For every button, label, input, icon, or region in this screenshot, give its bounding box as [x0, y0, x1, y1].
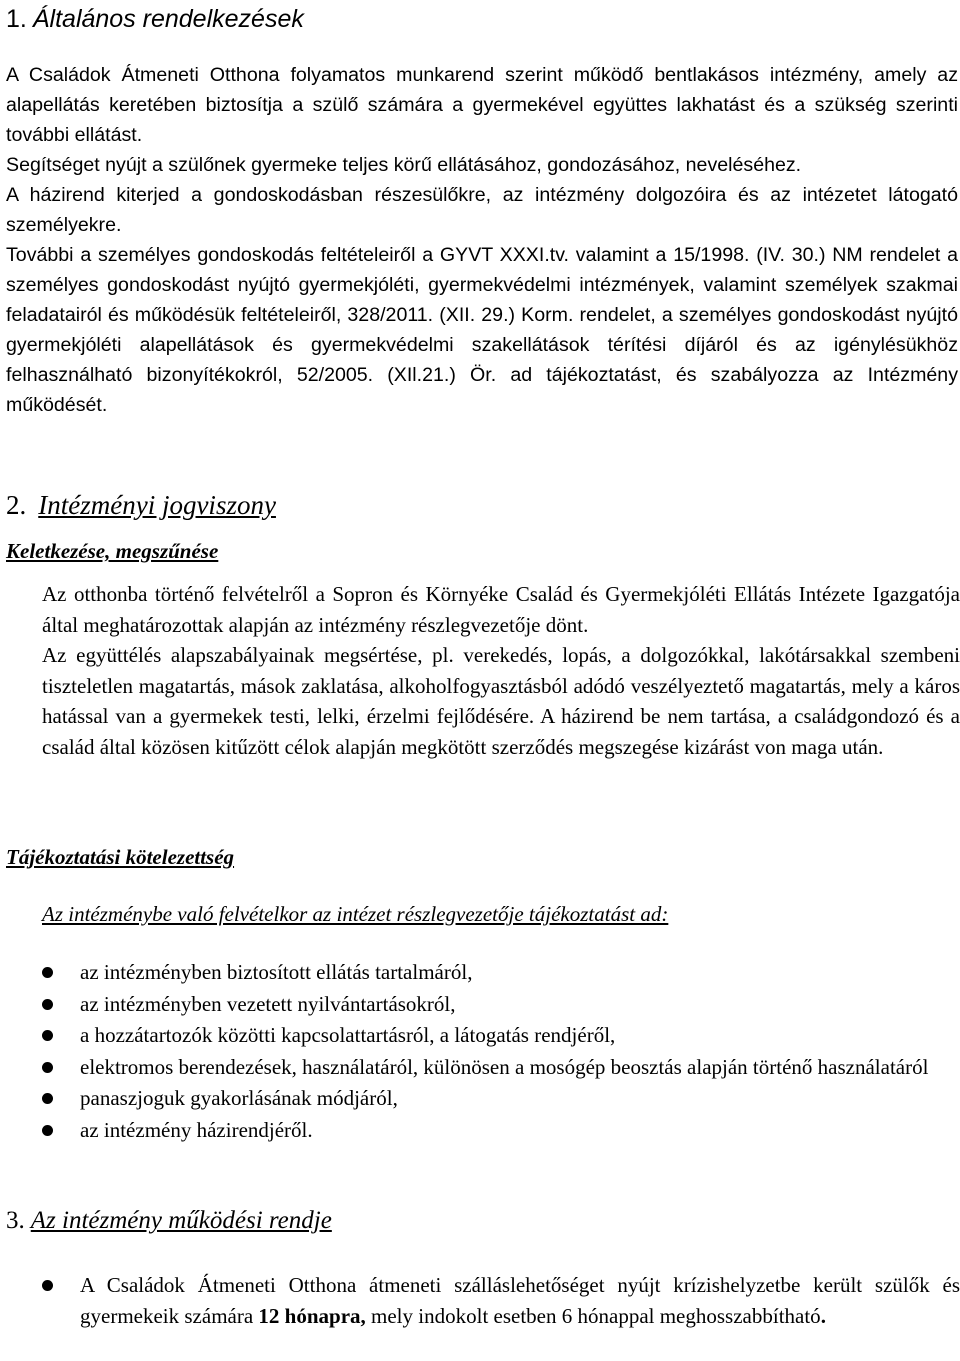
section-2-paragraph: Az otthonba történő felvételről a Sopron és Környéke Család és Gyermekjóléti Ellátás Intézete Igazgatója által meghatározottak alapján az intézmény részlegvezetője dönt.	[42, 582, 960, 637]
list-item-text: elektromos berendezések, használatáról, különösen a mosógép beosztás alapján történő használatáról	[80, 1054, 929, 1079]
section-2-title: Intézményi jogviszony	[38, 490, 276, 520]
list-item	[42, 1020, 960, 1052]
section-1-heading	[6, 2, 304, 36]
section-3-heading	[6, 1204, 332, 1238]
section-3-list	[42, 1270, 960, 1332]
list-item	[42, 957, 960, 989]
section-1-paragraph: Segítséget nyújt a szülőnek gyermeke teljes körű ellátásához, gondozásához, neveléséhez.	[6, 154, 802, 176]
section-1-number: 1.	[6, 5, 27, 33]
bullet-icon	[42, 1030, 53, 1041]
section-3-number: 3.	[6, 1207, 25, 1234]
bullet-icon	[42, 967, 53, 978]
list-item	[42, 1083, 960, 1115]
bullet-icon	[42, 999, 53, 1010]
list-item	[42, 1270, 960, 1332]
subheading-keletkezese: Keletkezése, megszűnése	[6, 539, 219, 563]
info-list	[42, 957, 960, 1146]
list-item-text: az intézményben biztosított ellátás tartalmáról,	[80, 960, 473, 984]
list-item-text: a hozzátartozók közötti kapcsolattartásról, a látogatás rendjéről,	[80, 1023, 616, 1047]
list-item-text: az intézményben vezetett nyilvántartásokról,	[80, 991, 456, 1016]
bullet-icon	[42, 1125, 53, 1136]
section-1-title: Általános rendelkezések	[32, 5, 304, 33]
section-1-body	[6, 60, 958, 420]
section-1-paragraph: A Családok Átmeneti Otthona folyamatos munkarend szerint működő bentlakásos intézmény, amely az alapellátás keretében biztosítja a szülő számára a gyermekével együttes lakhatást és a szükség szerinti további ellátást.	[6, 64, 958, 146]
section-1-paragraph: A házirend kiterjed a gondoskodásban részesülőkre, az intézmény dolgozóira és az intézetet látogató személyekre.	[6, 184, 958, 236]
bullet-icon	[42, 1062, 53, 1073]
list-item	[42, 989, 960, 1021]
period-highlight: 12 hónapra,	[258, 1304, 366, 1328]
bullet-icon	[42, 1093, 53, 1104]
list-item-text: panaszjoguk gyakorlásának módjáról,	[80, 1086, 398, 1110]
subheading-tajekoztatasi: Tájékoztatási kötelezettség	[6, 845, 235, 869]
info-intro: Az intézménybe való felvételkor az intézet részlegvezetője tájékoztatást ad:	[42, 902, 669, 926]
list-item-text: A Családok Átmeneti Otthona átmeneti szálláslehetőséget nyújt krízishelyzetbe került szülők és gyermekeik számára 12 hónapra, mely indokolt esetben 6 hónappal meghosszabbítható.	[80, 1273, 960, 1328]
section-3-title: Az intézmény működési rendje	[30, 1207, 332, 1234]
section-1-paragraph: További a személyes gondoskodás feltételeiről a GYVT XXXI.tv. valamint a 15/1998. (IV. 30.) NM rendelet a személyes gondoskodást nyújtó gyermekjóléti, gyermekvédelmi intézmények, valamint személyek szakmai feladatairól és működésük feltételeiről, 328/2011. (XII. 29.) Korm. rendelet, a személyes gondoskodást nyújtó gyermekjóléti alapellátások és gyermekvédelmi szakellátások térítési díjáról és az igénylésükhöz felhasználható bizonyítékokról, 52/2005. (XIl.21.) Ör. ad tájékoztatást, és szabályozza az Intézmény működését.	[6, 244, 958, 416]
section-2-heading	[6, 487, 276, 523]
section-2-paragraph: Az együttélés alapszabályainak megsértése, pl. verekedés, lopás, a dolgozókkal, lakótársakkal szembeni tiszteletlen magatartás, mások zaklatása, alkoholfogyasztásból adódó veszélyeztető magatartás, mely a káros hatással van a gyermekek testi, lelki, érzelmi fejlődésére. A házirend be nem tartása, a családgondozó és a család által közösen kitűzött célok alapján megkötött szerződés megszegése kizárást von maga után.	[42, 643, 960, 759]
list-item	[42, 1115, 960, 1147]
section-2-body	[42, 579, 960, 762]
list-item-text: az intézmény házirendjéről.	[80, 1117, 313, 1142]
bullet-icon	[42, 1280, 53, 1291]
section-2-number: 2.	[6, 490, 27, 520]
list-item	[42, 1052, 960, 1084]
